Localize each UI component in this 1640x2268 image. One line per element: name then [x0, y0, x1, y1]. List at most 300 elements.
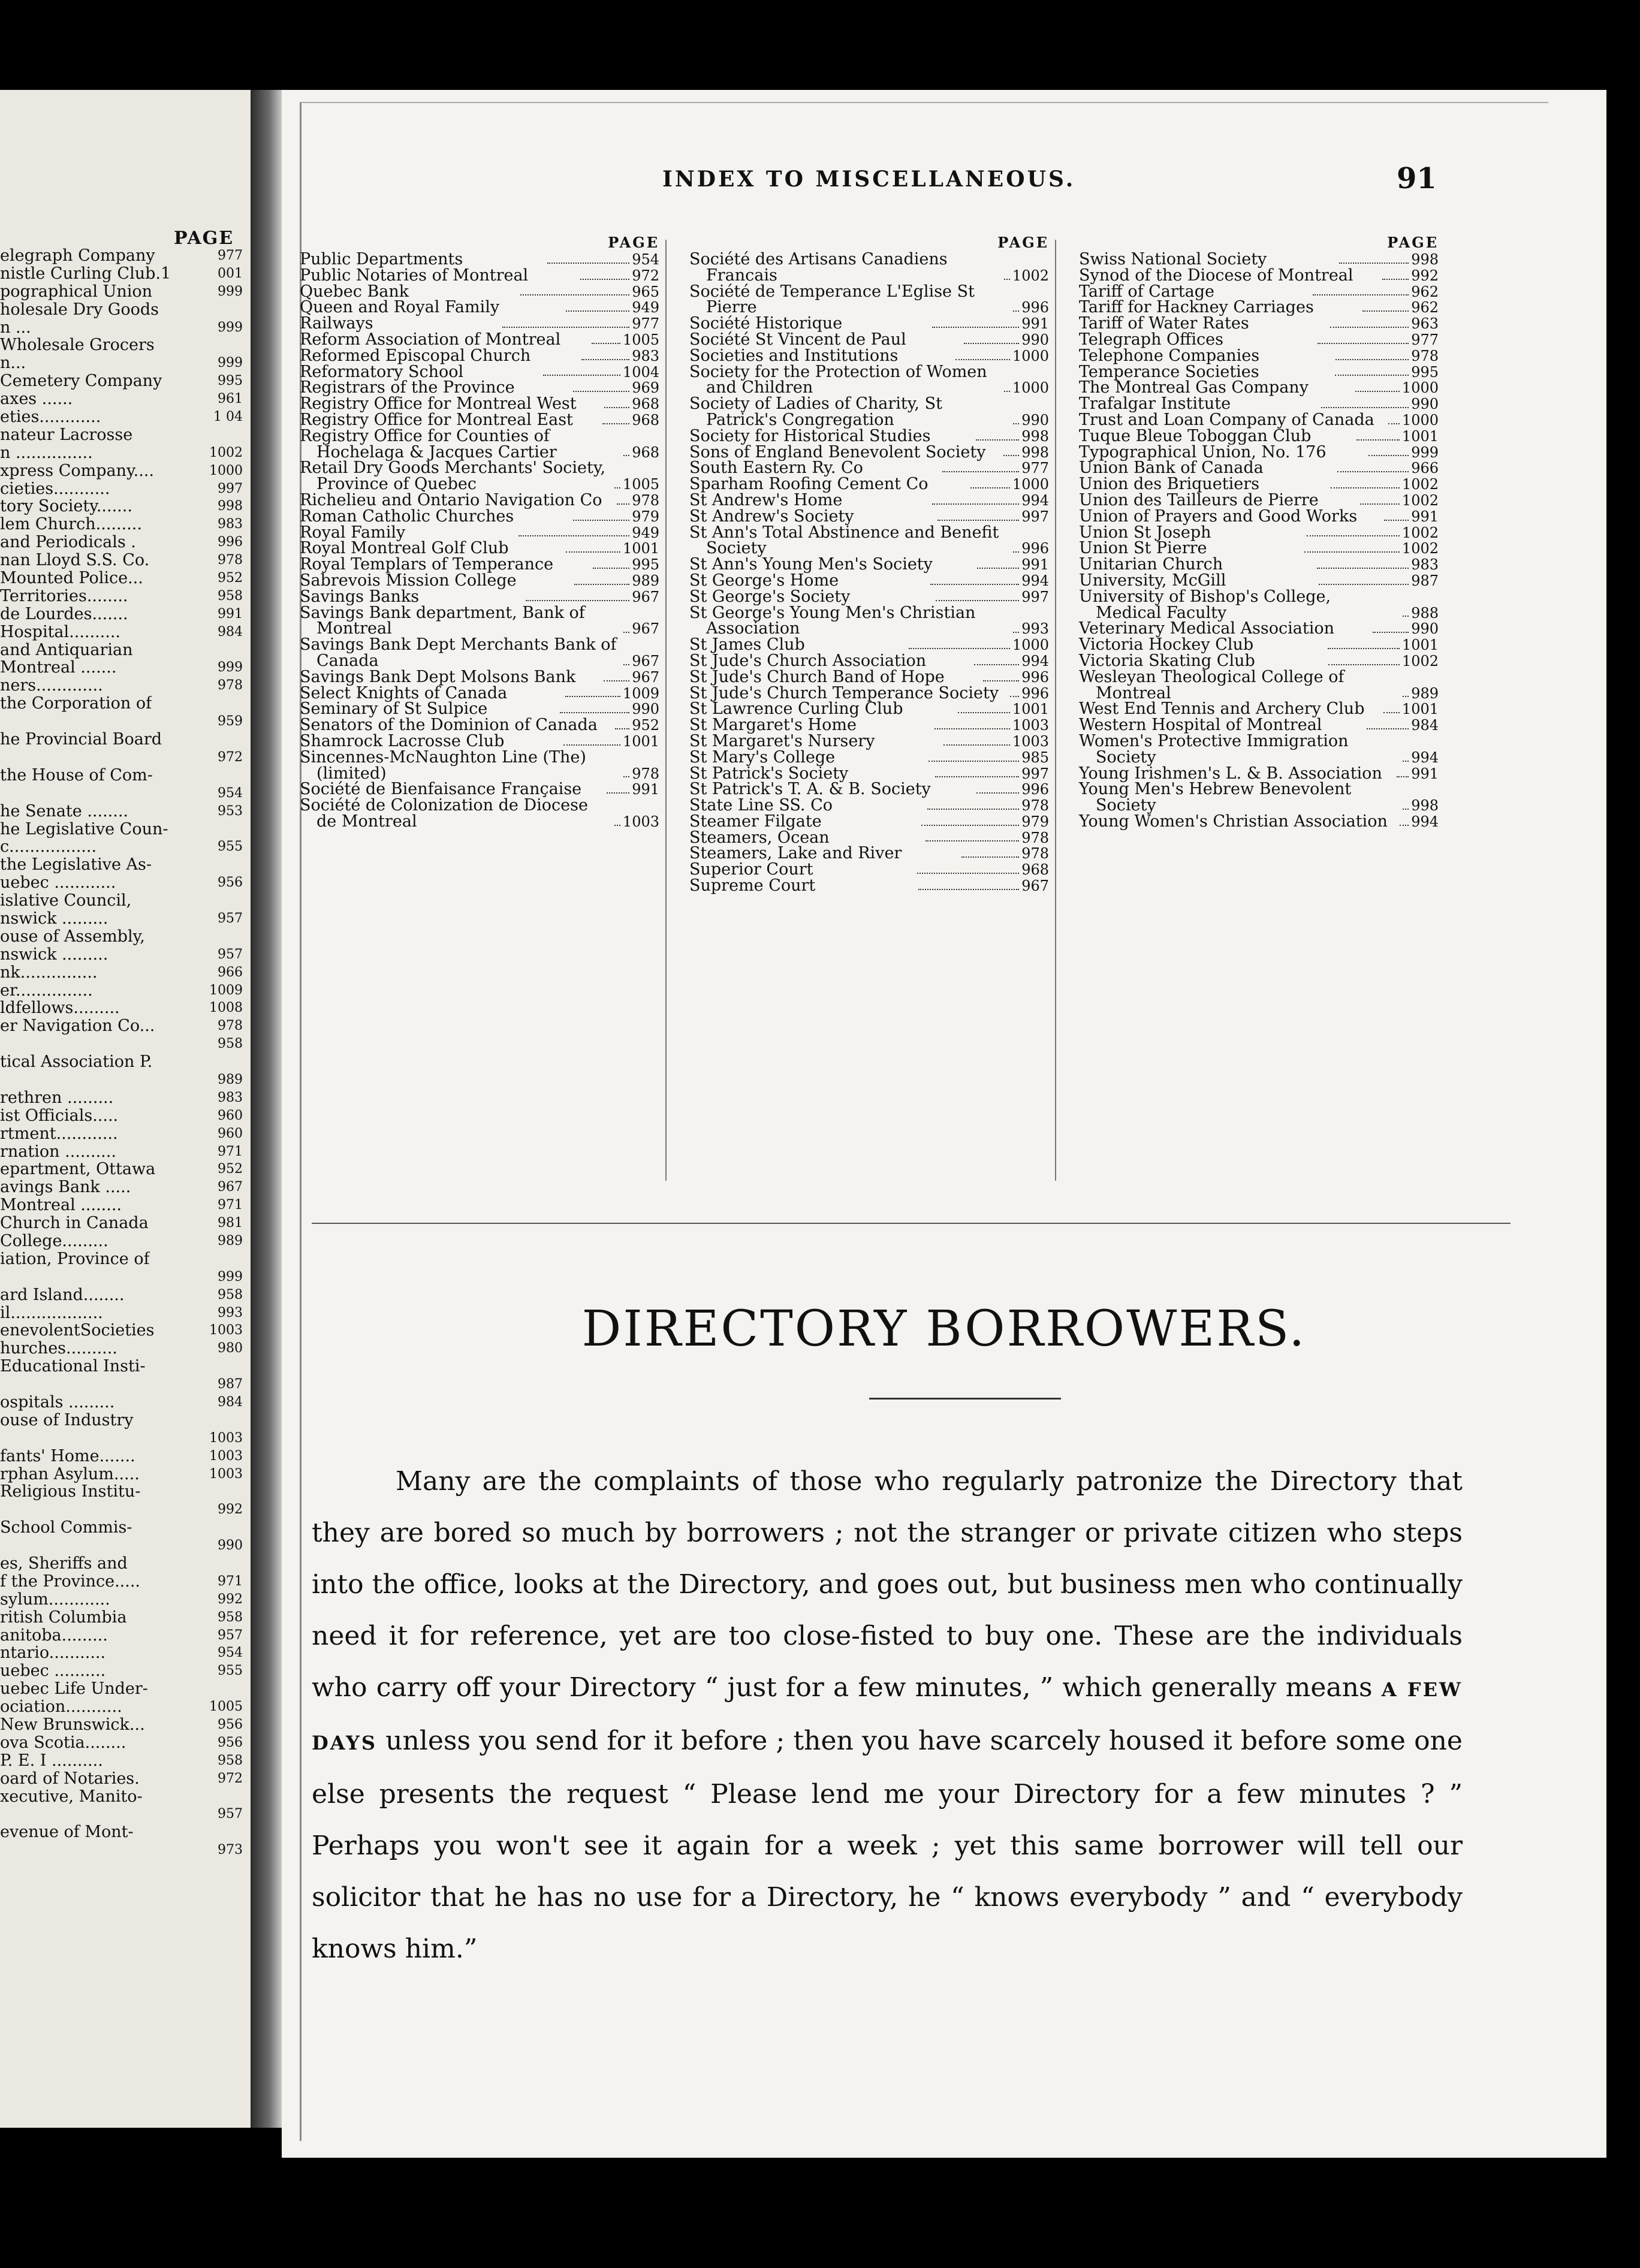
entry-page-number: 996: [1021, 684, 1049, 702]
entry-page-number: 949: [632, 299, 659, 316]
entry-page-number: 968: [632, 396, 659, 413]
index-entry: [1079, 557, 1439, 573]
left-index-line: [0, 1429, 243, 1447]
index-entry: [689, 476, 1049, 493]
left-index-line: [0, 874, 243, 892]
entry-name: Trafalgar Institute: [1079, 394, 1231, 414]
left-index-line: [0, 1286, 243, 1304]
leader-dots: [1403, 761, 1409, 762]
left-entry-name: College.........: [0, 1232, 108, 1250]
left-index-line: [0, 1268, 243, 1286]
left-entry-name: hurches..........: [0, 1340, 117, 1358]
entry-page-number: 1002: [1401, 524, 1439, 541]
index-entry: [689, 830, 1049, 846]
left-entry-page-number: [240, 1555, 243, 1573]
left-entry-page-number: 967: [218, 1180, 243, 1195]
left-index-line: [0, 1788, 243, 1806]
leader-dots: [937, 520, 1019, 521]
entry-page-number: 996: [1021, 540, 1049, 557]
leader-dots: [928, 761, 1020, 762]
entry-name: Savings Bank Dept Merchants Bank of Canada: [300, 635, 617, 670]
index-entry: [689, 605, 1049, 638]
left-index-line: [0, 1573, 243, 1591]
left-index-line: [0, 713, 243, 731]
left-entry-page-number: 1 04: [213, 409, 243, 425]
left-entry-page-number: 960: [218, 1108, 243, 1123]
left-entry-name: avings Bank .....: [0, 1178, 131, 1197]
left-index-line: [0, 1805, 243, 1823]
left-entry-page-number: 1000: [209, 463, 243, 478]
left-index-line: [0, 695, 243, 713]
left-entry-name: New Brunswick...: [0, 1716, 145, 1734]
left-entry-page-number: 992: [218, 1591, 243, 1607]
leader-dots: [943, 744, 1010, 746]
left-entry-name: uebec ..........: [0, 1662, 106, 1681]
left-entry-page-number: 993: [218, 1305, 243, 1320]
entry-name: Société de Temperance L'Eglise St Pierre: [689, 282, 975, 317]
entry-name: Registry Office for Montreal West: [300, 394, 577, 414]
leader-dots: [581, 359, 629, 360]
entry-name: Union des Tailleurs de Pierre: [1079, 490, 1319, 509]
left-entry-name: c.................: [0, 838, 97, 856]
entry-page-number: 967: [632, 588, 660, 605]
entry-page-number: 997: [1021, 508, 1049, 525]
entry-name: Telegraph Offices: [1079, 330, 1223, 349]
left-index-line: [0, 480, 243, 498]
left-entry-name: rnation ..........: [0, 1142, 116, 1161]
entry-page-number: 996: [1021, 668, 1050, 686]
entry-name: Sons of England Benevolent Society: [689, 442, 986, 462]
left-entry-name: he Legislative Coun-: [0, 820, 168, 839]
left-index-line: [0, 767, 243, 785]
left-entry-page-number: 001: [218, 266, 243, 281]
entry-name: Union of Prayers and Good Works: [1079, 506, 1358, 526]
entry-name: Royal Family: [300, 523, 406, 542]
leader-dots: [1383, 712, 1400, 713]
left-entry-name: eties............: [0, 408, 101, 426]
left-entry-name: er...............: [0, 981, 93, 1000]
left-entry-page-number: [240, 892, 243, 910]
left-entry-name: f the Province.....: [0, 1572, 140, 1591]
entry-name: Steamer Filgate: [689, 812, 822, 831]
entry-name: Savings Banks: [300, 587, 420, 606]
leader-dots: [917, 873, 1019, 874]
index-entry: [689, 396, 1049, 429]
left-entry-name: holesale Dry Goods: [0, 300, 159, 319]
leader-dots: [936, 600, 1019, 601]
left-index-line: [0, 677, 243, 695]
left-index-line: [0, 1501, 243, 1519]
index-entry: [300, 490, 659, 509]
entry-name: Senators of the Dominion of Canada: [300, 716, 598, 735]
index-entry: [300, 506, 660, 526]
index-entry: [300, 426, 659, 462]
entry-page-number: 999: [1411, 444, 1439, 461]
entry-name: Swiss National Society: [1079, 250, 1267, 269]
entry-page-number: 994: [1021, 652, 1049, 669]
entry-page-number: 972: [632, 267, 660, 284]
left-entry-page-number: 958: [218, 1753, 243, 1768]
entry-page-number: 1002: [1401, 476, 1439, 493]
entry-page-number: 1001: [622, 540, 660, 557]
left-index-line: [0, 1214, 243, 1232]
body-paragraph: [312, 1456, 1463, 1975]
index-entry: [689, 589, 1049, 605]
leader-dots: [1319, 584, 1409, 585]
left-entry-name: nk...............: [0, 963, 98, 982]
entry-name: St Ann's Total Abstinence and Benefit Society: [689, 523, 999, 558]
left-entry-name: il..................: [0, 1304, 103, 1322]
index-entry: [1079, 669, 1439, 702]
left-entry-page-number: 977: [218, 248, 243, 263]
left-entry-page-number: [240, 1358, 243, 1376]
index-entry: [1079, 814, 1439, 830]
left-entry-name: he Senate ........: [0, 802, 128, 821]
entry-page-number: 979: [632, 508, 660, 525]
leader-dots: [518, 535, 629, 536]
leader-dots: [918, 889, 1019, 890]
leader-dots: [560, 712, 629, 713]
index-entry: [300, 747, 659, 783]
leader-dots: [592, 343, 620, 344]
left-index-line: [0, 1304, 243, 1322]
entry-page-number: 996: [1021, 781, 1049, 798]
entry-page-number: 998: [1021, 444, 1050, 461]
entry-name: Savings Bank Dept Molsons Bank: [300, 667, 576, 686]
entry-name: St George's Home: [689, 571, 839, 590]
entry-name: Sabrevois Mission College: [300, 571, 517, 590]
leader-dots: [1010, 696, 1019, 697]
leader-dots: [623, 632, 629, 633]
index-entry: [689, 506, 1049, 526]
entry-name: Union St Joseph: [1079, 523, 1211, 542]
column-divider: [1055, 240, 1056, 1181]
left-index-line: [0, 1519, 243, 1537]
left-page-column-header: PAGE: [174, 228, 234, 249]
entry-page-number: 995: [1411, 363, 1439, 381]
left-entry-page-number: 972: [218, 749, 243, 765]
left-entry-page-number: [240, 336, 243, 354]
left-index-line: [0, 641, 243, 659]
left-entry-page-number: 999: [218, 284, 243, 299]
entry-name: Society of Ladies of Charity, St Patrick's Congregation: [689, 394, 942, 429]
index-entry: [689, 814, 1049, 830]
left-entry-page-number: 991: [218, 606, 243, 622]
leader-dots: [604, 680, 629, 681]
left-entry-page-number: 971: [218, 1573, 243, 1589]
leader-dots: [1328, 664, 1400, 665]
entry-name: St Jude's Church Temperance Society: [689, 683, 999, 702]
entry-name: St Andrew's Society: [689, 506, 854, 526]
left-entry-name: de Lourdes.......: [0, 605, 128, 623]
entry-page-number: 983: [1411, 556, 1439, 574]
left-entry-page-number: 999: [218, 660, 243, 675]
left-entry-name: Cemetery Company: [0, 372, 162, 391]
left-entry-page-number: 995: [218, 373, 243, 389]
index-column-3: [1079, 234, 1439, 830]
left-entry-name: epartment, Ottawa: [0, 1160, 156, 1179]
leader-dots: [623, 664, 629, 665]
left-index-line: [0, 1358, 243, 1376]
left-entry-page-number: [240, 1788, 243, 1806]
left-entry-name: es, Sheriffs and: [0, 1555, 128, 1573]
leader-dots: [909, 648, 1010, 649]
leader-dots: [614, 487, 620, 488]
left-index-line: [0, 892, 243, 910]
left-entry-page-number: 989: [218, 1233, 243, 1248]
left-entry-page-number: 952: [218, 1162, 243, 1177]
leader-dots: [970, 487, 1010, 488]
entry-page-number: 1000: [1012, 379, 1049, 397]
left-entry-name: the House of Com-: [0, 766, 153, 785]
left-index-line: [0, 247, 243, 265]
index-entry: [689, 332, 1049, 348]
index-column-1: [300, 234, 659, 830]
leader-dots: [615, 728, 630, 729]
left-entry-page-number: [240, 767, 243, 785]
left-entry-page-number: 958: [218, 1609, 243, 1625]
entry-name: St George's Young Men's Christian Association: [689, 603, 976, 638]
leader-dots: [934, 728, 1010, 729]
entry-name: Royal Montreal Golf Club: [300, 539, 509, 558]
entry-name: Veterinary Medical Association: [1079, 619, 1335, 638]
entry-name: Western Hospital of Montreal: [1079, 716, 1322, 735]
left-index-line: [0, 1125, 243, 1143]
entry-name: Tariff for Hackney Carriages: [1079, 298, 1314, 317]
index-entry: [1079, 525, 1439, 541]
leader-dots: [1307, 535, 1400, 536]
left-index-line: [0, 605, 243, 623]
leader-dots: [1356, 439, 1400, 441]
leader-dots: [1373, 632, 1409, 633]
left-index-line: [0, 838, 243, 856]
entry-page-number: 994: [1021, 491, 1049, 509]
left-entry-name: ldfellows.........: [0, 999, 120, 1018]
left-entry-page-number: 990: [218, 1538, 243, 1554]
left-entry-name: uebec ............: [0, 874, 116, 892]
leader-dots: [1004, 279, 1010, 280]
leader-dots: [1337, 471, 1409, 472]
left-index-line: [0, 1196, 243, 1214]
index-entry: [1079, 506, 1439, 526]
index-entry: [689, 717, 1049, 734]
left-entry-name: Educational Insti-: [0, 1358, 146, 1376]
entry-name: Trust and Loan Company of Canada: [1079, 410, 1374, 429]
left-index-line: [0, 1376, 243, 1394]
left-entry-name: islative Council,: [0, 892, 132, 910]
index-entry: [1079, 332, 1439, 348]
left-entry-name: Mounted Police...: [0, 569, 143, 587]
leader-dots: [1368, 455, 1409, 456]
column-3-entries: [1079, 252, 1439, 830]
leader-dots: [617, 503, 629, 505]
index-entry: [1079, 766, 1439, 782]
entry-page-number: 997: [1021, 765, 1049, 782]
index-entry: [1079, 782, 1439, 814]
running-head: INDEX TO MISCELLANEOUS.: [662, 167, 1076, 192]
left-entry-page-number: 957: [218, 946, 243, 962]
left-entry-page-number: 956: [218, 1717, 243, 1733]
index-entry: [300, 589, 659, 605]
index-entry: [1079, 460, 1439, 476]
left-entry-page-number: 984: [218, 1395, 243, 1410]
left-index-line: [0, 1250, 243, 1268]
entry-page-number: 996: [1021, 299, 1049, 316]
entry-name: Young Women's Christian Association: [1079, 812, 1388, 831]
entry-page-number: 954: [632, 251, 660, 268]
entry-page-number: 1002: [1401, 491, 1439, 509]
left-entry-page-number: [240, 1053, 243, 1071]
entry-name: St George's Society: [689, 587, 851, 606]
index-entry: [689, 490, 1049, 509]
left-entry-name: oard of Notaries.: [0, 1769, 140, 1788]
left-entry-name: rethren .........: [0, 1088, 114, 1107]
left-index-line: [0, 497, 243, 515]
left-index-line: [0, 1483, 243, 1501]
index-entry: [689, 798, 1049, 814]
entry-name: Typographical Union, No. 176: [1079, 442, 1327, 462]
index-entry: [689, 525, 1049, 557]
index-entry: [1079, 476, 1439, 493]
entry-page-number: 968: [1021, 861, 1049, 879]
left-index-line: [0, 372, 243, 390]
left-entry-page-number: 1005: [209, 1699, 243, 1715]
left-index-line: [0, 1178, 243, 1196]
leader-dots: [964, 343, 1019, 344]
entry-page-number: 969: [632, 379, 659, 397]
left-entry-page-number: 978: [218, 678, 243, 693]
entry-name: Registrars of the Province: [300, 378, 515, 397]
index-entry: [1079, 621, 1439, 637]
entry-page-number: 1000: [1401, 411, 1439, 429]
left-index-line: [0, 283, 243, 301]
left-entry-page-number: [240, 641, 243, 659]
left-entry-name: cieties...........: [0, 479, 110, 498]
left-index-line: [0, 1340, 243, 1358]
entry-page-number: 967: [632, 620, 659, 638]
entry-name: Unitarian Church: [1079, 555, 1223, 574]
index-entry: [689, 747, 1049, 767]
entry-page-number: 978: [1021, 797, 1050, 815]
index-entry: [1079, 252, 1439, 268]
entry-page-number: 1002: [1012, 267, 1049, 284]
leader-dots: [921, 825, 1019, 826]
leader-dots: [983, 680, 1019, 681]
left-entry-name: n ...: [0, 318, 31, 337]
entry-name: Union des Briquetiers: [1079, 475, 1259, 494]
index-entry: [300, 605, 659, 638]
index-entry: [1079, 412, 1439, 429]
left-entry-name: axes ......: [0, 390, 73, 409]
entry-page-number: 978: [1411, 347, 1439, 364]
book-gutter: [251, 90, 282, 2128]
left-entry-page-number: 971: [218, 1198, 243, 1213]
entry-name: Société de Colonization de Diocese de Montreal: [300, 796, 588, 831]
left-entry-page-number: 971: [218, 1144, 243, 1159]
column-2-entries: [689, 252, 1049, 894]
entry-name: Supreme Court: [689, 876, 816, 895]
left-entry-name: nswick .........: [0, 909, 108, 928]
entry-page-number: 993: [1021, 620, 1049, 638]
index-entry: [689, 669, 1049, 686]
left-entry-page-number: 957: [218, 1627, 243, 1643]
leader-dots: [1304, 551, 1400, 553]
left-entry-name: ist Officials.....: [0, 1106, 119, 1125]
left-entry-page-number: 955: [218, 839, 243, 855]
index-entry: [300, 541, 659, 557]
index-entry: [1079, 717, 1439, 734]
entry-name: The Montreal Gas Company: [1079, 378, 1309, 397]
entry-page-number: 1009: [622, 684, 659, 702]
index-entry: [300, 460, 659, 493]
left-entry-page-number: 981: [218, 1216, 243, 1231]
entry-name: Quebec Bank: [300, 282, 409, 301]
leader-dots: [1313, 294, 1409, 295]
entry-page-number: 990: [1021, 411, 1049, 429]
left-entry-page-number: [240, 301, 243, 319]
left-entry-page-number: 954: [218, 1645, 243, 1661]
entry-page-number: 998: [1411, 797, 1439, 815]
left-entry-page-number: 980: [218, 1341, 243, 1356]
entry-page-number: 1001: [1401, 427, 1439, 445]
left-index-line: [0, 999, 243, 1017]
leader-dots: [1317, 568, 1409, 569]
leader-dots: [563, 744, 620, 746]
leader-dots: [566, 310, 630, 312]
entry-name: Société Historique: [689, 314, 843, 333]
index-entry: [300, 717, 659, 734]
left-entry-page-number: 997: [218, 481, 243, 496]
left-entry-page-number: 978: [218, 553, 243, 568]
leader-dots: [547, 263, 629, 264]
left-entry-name: P. E. I ..........: [0, 1751, 103, 1770]
entry-page-number: 991: [1411, 508, 1439, 525]
left-index-line: [0, 1609, 243, 1627]
index-entry: [1079, 284, 1439, 300]
left-entry-name: ouse of Industry: [0, 1411, 134, 1429]
left-entry-name: ners.............: [0, 677, 103, 695]
left-index-line: [0, 1770, 243, 1788]
left-index-line: [0, 551, 243, 569]
column-2-header: PAGE: [997, 234, 1049, 251]
leader-dots: [932, 503, 1019, 505]
leader-dots: [566, 551, 620, 553]
section-title: DIRECTORY BORROWERS.: [581, 1301, 1307, 1358]
left-entry-page-number: [240, 695, 243, 713]
entry-page-number: 994: [1021, 572, 1049, 589]
left-entry-page-number: 956: [218, 875, 243, 891]
entry-name: St Patrick's T. A. & B. Society: [689, 780, 931, 799]
index-entry: [689, 782, 1049, 798]
left-entry-page-number: [240, 1680, 243, 1698]
entry-page-number: 1004: [622, 363, 659, 381]
left-index-line: [0, 301, 243, 319]
entry-page-number: 987: [1411, 572, 1439, 589]
entry-name: St Margaret's Home: [689, 716, 857, 735]
leader-dots: [958, 712, 1010, 713]
index-entry: [689, 731, 1049, 750]
entry-name: West End Tennis and Archery Club: [1079, 699, 1365, 719]
entry-name: Retail Dry Goods Merchants' Society, Province of Quebec: [300, 459, 606, 494]
left-entry-page-number: 987: [218, 1377, 243, 1392]
left-entry-name: Montreal ........: [0, 1196, 122, 1215]
entry-page-number: 1002: [1401, 652, 1439, 669]
left-entry-page-number: 960: [218, 1126, 243, 1141]
index-entry: [300, 316, 659, 332]
leader-dots: [580, 279, 630, 280]
entry-page-number: 998: [1021, 427, 1049, 445]
index-entry: [689, 348, 1049, 364]
